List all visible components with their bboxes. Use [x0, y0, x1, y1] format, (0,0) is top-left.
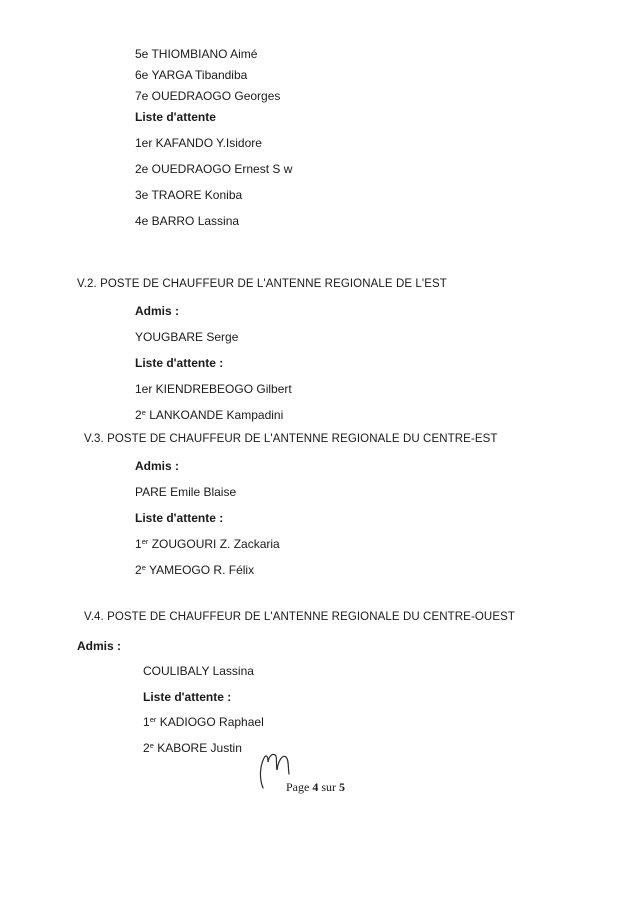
admis-title: Admis : — [77, 639, 122, 653]
of-word: sur — [321, 780, 336, 794]
rank-suffix: er — [149, 715, 157, 724]
total-pages: 5 — [339, 780, 345, 794]
page-footer — [286, 780, 345, 795]
waitlist-item — [135, 408, 283, 422]
rank: 2 — [135, 408, 142, 422]
page-number: 4 — [312, 780, 319, 794]
page-word: Page — [286, 780, 310, 794]
candidate-line: 5e THIOMBIANO Aimé — [135, 47, 258, 61]
rank: 1 — [135, 537, 142, 551]
rank-suffix: e — [149, 741, 154, 750]
section-heading-v3: V.3. POSTE DE CHAUFFEUR DE L'ANTENNE REGIONALE DU CENTRE-EST — [84, 433, 498, 445]
waitlist-title: Liste d'attente : — [143, 690, 232, 704]
waitlist-item — [135, 537, 280, 551]
rank-suffix: er — [141, 537, 149, 546]
candidate-name: KADIOGO Raphael — [156, 715, 264, 729]
candidate-line: 7e OUEDRAOGO Georges — [135, 89, 281, 103]
waitlist-item — [143, 741, 242, 755]
rank: 1er — [135, 382, 153, 396]
waitlist-item: 4e BARRO Lassina — [135, 214, 240, 228]
candidate-name: LANKOANDE Kampadini — [145, 408, 284, 422]
waitlist-title: Liste d'attente : — [135, 511, 224, 525]
waitlist-item — [143, 715, 264, 729]
candidate-name: KIENDREBEOGO Gilbert — [152, 382, 292, 396]
admis-item: YOUGBARE Serge — [135, 330, 239, 344]
rank-suffix: e — [141, 563, 146, 572]
waitlist-item — [135, 382, 292, 396]
candidate-name: YAMEOGO R. Félix — [145, 563, 255, 577]
rank: 1 — [143, 715, 150, 729]
admis-title: Admis : — [135, 304, 180, 318]
waitlist-item: 2e OUEDRAOGO Ernest S w — [135, 162, 293, 176]
waitlist-item — [135, 563, 254, 577]
rank: 2 — [143, 741, 150, 755]
rank-suffix: e — [141, 408, 146, 417]
candidate-line: 6e YARGA Tibandiba — [135, 68, 248, 82]
admis-item: PARE Emile Blaise — [135, 485, 237, 499]
waitlist-item: 1er KAFANDO Y.Isidore — [135, 136, 262, 150]
section-heading-v4: V.4. POSTE DE CHAUFFEUR DE L'ANTENNE REGIONALE DU CENTRE-OUEST — [84, 611, 515, 623]
candidate-name: KABORE Justin — [153, 741, 242, 755]
section-heading-v2: V.2. POSTE DE CHAUFFEUR DE L'ANTENNE REGIONALE DE L'EST — [77, 278, 447, 290]
waitlist-item: 3e TRAORE Koniba — [135, 188, 243, 202]
rank: 2 — [135, 563, 142, 577]
admis-item: COULIBALY Lassina — [143, 664, 254, 678]
admis-title: Admis : — [135, 459, 180, 473]
candidate-name: ZOUGOURI Z. Zackaria — [148, 537, 280, 551]
waitlist-title: Liste d'attente — [135, 110, 216, 124]
waitlist-title: Liste d'attente : — [135, 356, 224, 370]
